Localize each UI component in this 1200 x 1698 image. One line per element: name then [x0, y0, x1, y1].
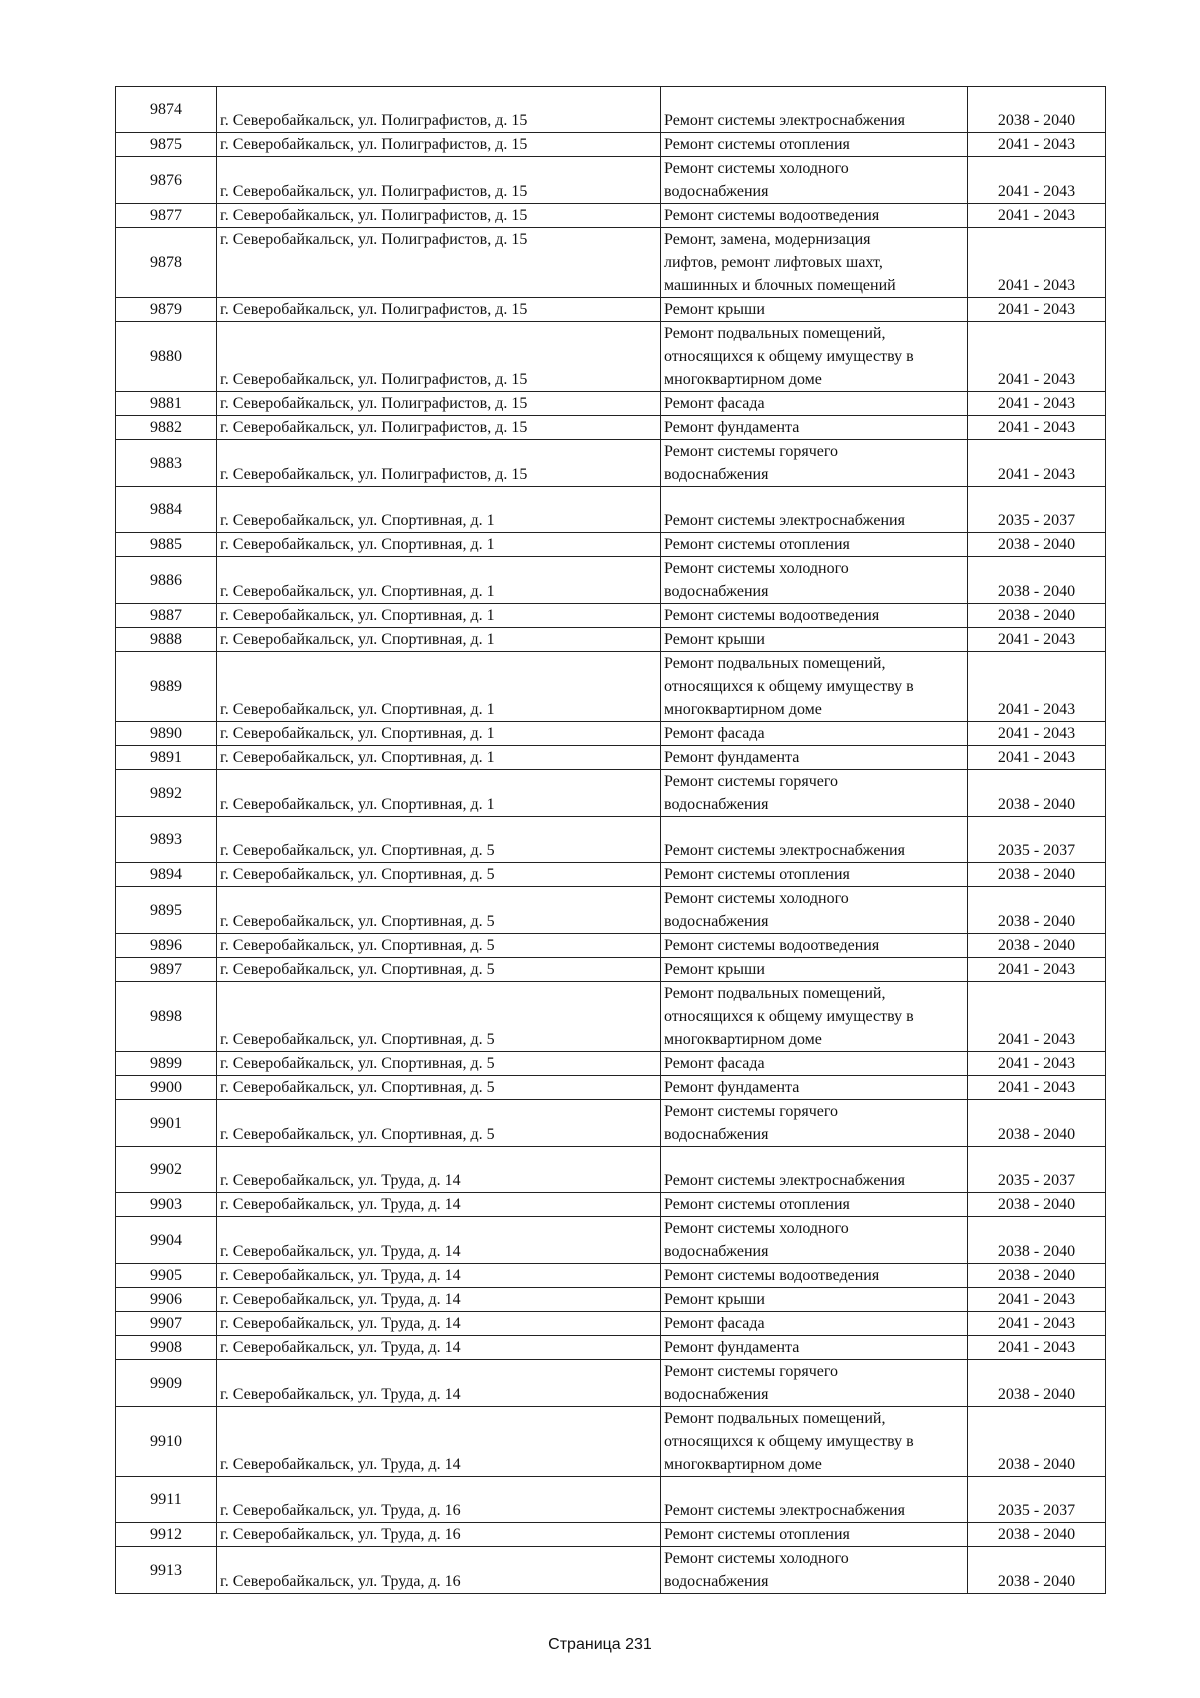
row-address-cell: г. Северобайкальск, ул. Труда, д. 14 [217, 1264, 661, 1288]
table-row [116, 1264, 1106, 1288]
row-period-cell: 2038 - 2040 [968, 1360, 1106, 1407]
table-row [116, 817, 1106, 863]
row-address-cell: г. Северобайкальск, ул. Полиграфистов, д. 15 [217, 392, 661, 416]
row-work-cell: Ремонт подвальных помещений, относящихся к общему имуществу в многоквартирном доме [661, 1407, 968, 1477]
row-work-cell: Ремонт фундамента [661, 1336, 968, 1360]
row-period-cell: 2041 - 2043 [968, 652, 1106, 722]
row-address-cell: г. Северобайкальск, ул. Спортивная, д. 5 [217, 934, 661, 958]
table-row [116, 652, 1106, 722]
row-address-cell: г. Северобайкальск, ул. Труда, д. 14 [217, 1193, 661, 1217]
row-period-cell: 2041 - 2043 [968, 322, 1106, 392]
row-work-cell: Ремонт системы холодного водоснабжения [661, 1547, 968, 1594]
row-address-cell: г. Северобайкальск, ул. Полиграфистов, д. 15 [217, 228, 661, 298]
row-period-cell: 2038 - 2040 [968, 887, 1106, 934]
row-number-cell: 9880 [116, 322, 217, 392]
row-work-cell: Ремонт системы водоотведения [661, 204, 968, 228]
table-row [116, 322, 1106, 392]
row-period-cell: 2038 - 2040 [968, 1547, 1106, 1594]
row-work-cell: Ремонт системы отопления [661, 533, 968, 557]
row-address-cell: г. Северобайкальск, ул. Труда, д. 14 [217, 1336, 661, 1360]
table-row [116, 157, 1106, 204]
row-number-cell: 9906 [116, 1288, 217, 1312]
table-row [116, 204, 1106, 228]
table-row [116, 392, 1106, 416]
row-work-cell: Ремонт фасада [661, 1312, 968, 1336]
row-address-cell: г. Северобайкальск, ул. Спортивная, д. 1 [217, 770, 661, 817]
table-row [116, 487, 1106, 533]
row-number-cell: 9900 [116, 1076, 217, 1100]
repair-schedule-body [116, 87, 1106, 1594]
row-number-cell: 9910 [116, 1407, 217, 1477]
table-row [116, 1100, 1106, 1147]
row-number-cell: 9875 [116, 133, 217, 157]
row-work-cell: Ремонт системы отопления [661, 1523, 968, 1547]
row-work-cell: Ремонт фундамента [661, 1076, 968, 1100]
table-row [116, 1312, 1106, 1336]
row-work-cell: Ремонт системы горячего водоснабжения [661, 1360, 968, 1407]
row-address-cell: г. Северобайкальск, ул. Спортивная, д. 5 [217, 982, 661, 1052]
row-work-cell: Ремонт системы горячего водоснабжения [661, 1100, 968, 1147]
row-number-cell: 9895 [116, 887, 217, 934]
table-row [116, 746, 1106, 770]
table-row [116, 416, 1106, 440]
table-row [116, 1052, 1106, 1076]
row-work-cell: Ремонт системы электроснабжения [661, 817, 968, 863]
row-address-cell: г. Северобайкальск, ул. Спортивная, д. 5 [217, 958, 661, 982]
row-period-cell: 2041 - 2043 [968, 1052, 1106, 1076]
row-number-cell: 9887 [116, 604, 217, 628]
row-work-cell: Ремонт фасада [661, 722, 968, 746]
row-number-cell: 9894 [116, 863, 217, 887]
row-period-cell: 2041 - 2043 [968, 392, 1106, 416]
row-address-cell: г. Северобайкальск, ул. Спортивная, д. 1 [217, 487, 661, 533]
row-address-cell: г. Северобайкальск, ул. Спортивная, д. 1 [217, 604, 661, 628]
row-number-cell: 9877 [116, 204, 217, 228]
row-work-cell: Ремонт подвальных помещений, относящихся к общему имуществу в многоквартирном доме [661, 652, 968, 722]
row-number-cell: 9912 [116, 1523, 217, 1547]
row-period-cell: 2041 - 2043 [968, 1288, 1106, 1312]
row-work-cell: Ремонт фундамента [661, 746, 968, 770]
row-period-cell: 2035 - 2037 [968, 817, 1106, 863]
row-work-cell: Ремонт фундамента [661, 416, 968, 440]
row-number-cell: 9909 [116, 1360, 217, 1407]
table-row [116, 1193, 1106, 1217]
row-address-cell: г. Северобайкальск, ул. Спортивная, д. 1 [217, 533, 661, 557]
row-address-cell: г. Северобайкальск, ул. Труда, д. 16 [217, 1477, 661, 1523]
table-row [116, 1360, 1106, 1407]
row-period-cell: 2041 - 2043 [968, 1336, 1106, 1360]
row-number-cell: 9886 [116, 557, 217, 604]
row-period-cell: 2041 - 2043 [968, 416, 1106, 440]
row-number-cell: 9896 [116, 934, 217, 958]
row-number-cell: 9884 [116, 487, 217, 533]
row-address-cell: г. Северобайкальск, ул. Полиграфистов, д. 15 [217, 322, 661, 392]
table-row [116, 298, 1106, 322]
row-period-cell: 2041 - 2043 [968, 298, 1106, 322]
row-period-cell: 2035 - 2037 [968, 1147, 1106, 1193]
repair-schedule-table [115, 86, 1106, 1594]
row-number-cell: 9913 [116, 1547, 217, 1594]
row-work-cell: Ремонт крыши [661, 298, 968, 322]
row-number-cell: 9911 [116, 1477, 217, 1523]
table-row [116, 228, 1106, 298]
table-row [116, 722, 1106, 746]
table-row [116, 958, 1106, 982]
row-work-cell: Ремонт фасада [661, 1052, 968, 1076]
row-period-cell: 2035 - 2037 [968, 487, 1106, 533]
row-number-cell: 9882 [116, 416, 217, 440]
row-period-cell: 2041 - 2043 [968, 157, 1106, 204]
row-address-cell: г. Северобайкальск, ул. Спортивная, д. 1 [217, 628, 661, 652]
row-number-cell: 9899 [116, 1052, 217, 1076]
row-work-cell: Ремонт фасада [661, 392, 968, 416]
table-row [116, 982, 1106, 1052]
row-address-cell: г. Северобайкальск, ул. Спортивная, д. 5 [217, 863, 661, 887]
row-work-cell: Ремонт системы электроснабжения [661, 1477, 968, 1523]
table-row [116, 1477, 1106, 1523]
row-address-cell: г. Северобайкальск, ул. Спортивная, д. 1 [217, 557, 661, 604]
row-address-cell: г. Северобайкальск, ул. Полиграфистов, д. 15 [217, 87, 661, 133]
row-address-cell: г. Северобайкальск, ул. Труда, д. 14 [217, 1312, 661, 1336]
row-work-cell: Ремонт системы отопления [661, 1193, 968, 1217]
row-number-cell: 9903 [116, 1193, 217, 1217]
row-work-cell: Ремонт крыши [661, 1288, 968, 1312]
row-number-cell: 9893 [116, 817, 217, 863]
table-row [116, 1523, 1106, 1547]
row-number-cell: 9905 [116, 1264, 217, 1288]
row-number-cell: 9879 [116, 298, 217, 322]
row-period-cell: 2041 - 2043 [968, 440, 1106, 487]
row-address-cell: г. Северобайкальск, ул. Спортивная, д. 5 [217, 1076, 661, 1100]
row-work-cell: Ремонт крыши [661, 628, 968, 652]
row-work-cell: Ремонт системы водоотведения [661, 934, 968, 958]
row-number-cell: 9891 [116, 746, 217, 770]
table-row [116, 440, 1106, 487]
row-address-cell: г. Северобайкальск, ул. Спортивная, д. 1 [217, 652, 661, 722]
row-period-cell: 2041 - 2043 [968, 204, 1106, 228]
row-address-cell: г. Северобайкальск, ул. Спортивная, д. 5 [217, 817, 661, 863]
row-number-cell: 9908 [116, 1336, 217, 1360]
row-number-cell: 9885 [116, 533, 217, 557]
row-period-cell: 2041 - 2043 [968, 958, 1106, 982]
row-period-cell: 2038 - 2040 [968, 1100, 1106, 1147]
row-number-cell: 9874 [116, 87, 217, 133]
row-number-cell: 9876 [116, 157, 217, 204]
row-period-cell: 2041 - 2043 [968, 1076, 1106, 1100]
row-period-cell: 2041 - 2043 [968, 628, 1106, 652]
row-work-cell: Ремонт подвальных помещений, относящихся к общему имуществу в многоквартирном доме [661, 982, 968, 1052]
row-work-cell: Ремонт системы водоотведения [661, 1264, 968, 1288]
row-work-cell: Ремонт системы отопления [661, 863, 968, 887]
table-row [116, 1288, 1106, 1312]
table-row [116, 887, 1106, 934]
row-address-cell: г. Северобайкальск, ул. Полиграфистов, д. 15 [217, 204, 661, 228]
row-address-cell: г. Северобайкальск, ул. Полиграфистов, д. 15 [217, 133, 661, 157]
table-row [116, 863, 1106, 887]
row-period-cell: 2038 - 2040 [968, 1264, 1106, 1288]
row-address-cell: г. Северобайкальск, ул. Труда, д. 16 [217, 1547, 661, 1594]
row-period-cell: 2038 - 2040 [968, 604, 1106, 628]
row-work-cell: Ремонт подвальных помещений, относящихся к общему имуществу в многоквартирном доме [661, 322, 968, 392]
row-number-cell: 9890 [116, 722, 217, 746]
row-period-cell: 2038 - 2040 [968, 1193, 1106, 1217]
row-number-cell: 9883 [116, 440, 217, 487]
row-period-cell: 2041 - 2043 [968, 746, 1106, 770]
row-number-cell: 9901 [116, 1100, 217, 1147]
page-number: Страница 231 [548, 1636, 652, 1653]
row-number-cell: 9907 [116, 1312, 217, 1336]
row-period-cell: 2038 - 2040 [968, 533, 1106, 557]
row-address-cell: г. Северобайкальск, ул. Полиграфистов, д. 15 [217, 298, 661, 322]
table-row [116, 1407, 1106, 1477]
row-address-cell: г. Северобайкальск, ул. Труда, д. 14 [217, 1360, 661, 1407]
table-row [116, 1336, 1106, 1360]
row-work-cell: Ремонт системы отопления [661, 133, 968, 157]
row-period-cell: 2041 - 2043 [968, 1312, 1106, 1336]
row-work-cell: Ремонт системы электроснабжения [661, 87, 968, 133]
row-period-cell: 2038 - 2040 [968, 1407, 1106, 1477]
row-work-cell: Ремонт системы горячего водоснабжения [661, 440, 968, 487]
table-row [116, 133, 1106, 157]
row-period-cell: 2041 - 2043 [968, 722, 1106, 746]
row-period-cell: 2038 - 2040 [968, 863, 1106, 887]
row-address-cell: г. Северобайкальск, ул. Спортивная, д. 5 [217, 1052, 661, 1076]
row-work-cell: Ремонт, замена, модернизация лифтов, ремонт лифтовых шахт, машинных и блочных помещений [661, 228, 968, 298]
row-number-cell: 9902 [116, 1147, 217, 1193]
table-row [116, 1076, 1106, 1100]
row-address-cell: г. Северобайкальск, ул. Труда, д. 14 [217, 1288, 661, 1312]
table-row [116, 533, 1106, 557]
row-work-cell: Ремонт системы холодного водоснабжения [661, 557, 968, 604]
row-address-cell: г. Северобайкальск, ул. Труда, д. 14 [217, 1147, 661, 1193]
table-row [116, 628, 1106, 652]
row-address-cell: г. Северобайкальск, ул. Спортивная, д. 5 [217, 1100, 661, 1147]
row-address-cell: г. Северобайкальск, ул. Полиграфистов, д. 15 [217, 157, 661, 204]
row-work-cell: Ремонт системы электроснабжения [661, 1147, 968, 1193]
row-work-cell: Ремонт системы холодного водоснабжения [661, 887, 968, 934]
row-work-cell: Ремонт системы холодного водоснабжения [661, 1217, 968, 1264]
row-number-cell: 9878 [116, 228, 217, 298]
table-row [116, 1217, 1106, 1264]
row-address-cell: г. Северобайкальск, ул. Спортивная, д. 1 [217, 746, 661, 770]
row-period-cell: 2038 - 2040 [968, 557, 1106, 604]
row-period-cell: 2038 - 2040 [968, 87, 1106, 133]
row-number-cell: 9898 [116, 982, 217, 1052]
row-address-cell: г. Северобайкальск, ул. Спортивная, д. 5 [217, 887, 661, 934]
row-address-cell: г. Северобайкальск, ул. Труда, д. 14 [217, 1217, 661, 1264]
row-number-cell: 9892 [116, 770, 217, 817]
table-row [116, 87, 1106, 133]
row-period-cell: 2038 - 2040 [968, 1523, 1106, 1547]
row-address-cell: г. Северобайкальск, ул. Полиграфистов, д. 15 [217, 440, 661, 487]
row-address-cell: г. Северобайкальск, ул. Труда, д. 14 [217, 1407, 661, 1477]
table-row [116, 557, 1106, 604]
row-period-cell: 2041 - 2043 [968, 982, 1106, 1052]
row-number-cell: 9881 [116, 392, 217, 416]
row-work-cell: Ремонт системы горячего водоснабжения [661, 770, 968, 817]
table-row [116, 770, 1106, 817]
row-work-cell: Ремонт системы холодного водоснабжения [661, 157, 968, 204]
row-number-cell: 9897 [116, 958, 217, 982]
row-period-cell: 2035 - 2037 [968, 1477, 1106, 1523]
row-address-cell: г. Северобайкальск, ул. Полиграфистов, д. 15 [217, 416, 661, 440]
row-address-cell: г. Северобайкальск, ул. Труда, д. 16 [217, 1523, 661, 1547]
row-number-cell: 9904 [116, 1217, 217, 1264]
row-number-cell: 9888 [116, 628, 217, 652]
row-address-cell: г. Северобайкальск, ул. Спортивная, д. 1 [217, 722, 661, 746]
table-row [116, 1547, 1106, 1594]
row-period-cell: 2041 - 2043 [968, 228, 1106, 298]
table-row [116, 934, 1106, 958]
row-period-cell: 2038 - 2040 [968, 1217, 1106, 1264]
table-row [116, 604, 1106, 628]
row-number-cell: 9889 [116, 652, 217, 722]
row-period-cell: 2038 - 2040 [968, 934, 1106, 958]
table-row [116, 1147, 1106, 1193]
row-period-cell: 2041 - 2043 [968, 133, 1106, 157]
row-work-cell: Ремонт системы электроснабжения [661, 487, 968, 533]
row-period-cell: 2038 - 2040 [968, 770, 1106, 817]
row-work-cell: Ремонт системы водоотведения [661, 604, 968, 628]
row-work-cell: Ремонт крыши [661, 958, 968, 982]
